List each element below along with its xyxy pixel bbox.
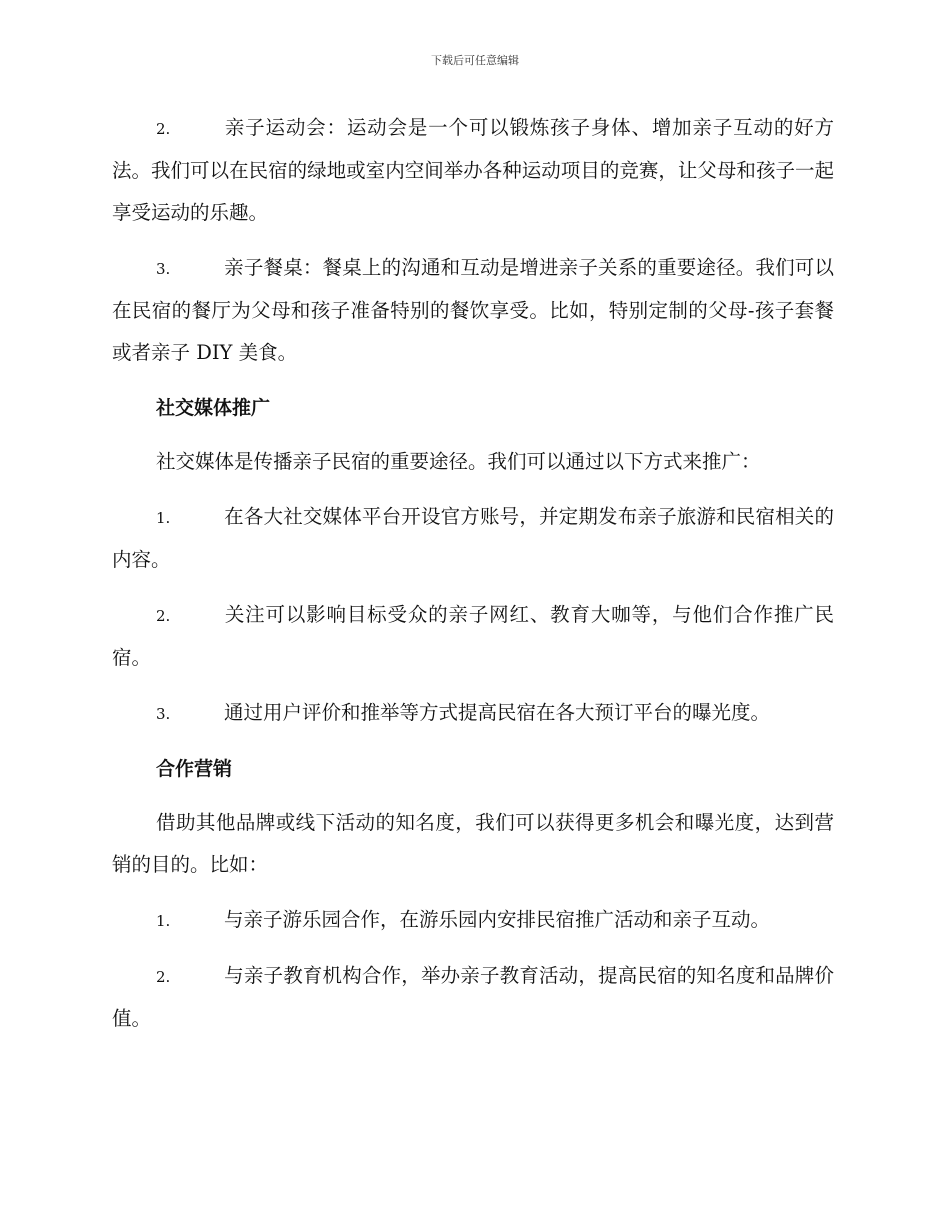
page-header: 下载后可任意编辑 — [431, 54, 519, 67]
list-item-text: 亲子运动会：运动会是一个可以锻炼孩子身体、增加亲子互动的好方法。我们可以在民宿的绿地或室内空间举办各种运动项目的竞赛，让父母和孩子一起享受运动的乐趣。 — [112, 116, 834, 224]
list-item-text: 与亲子教育机构合作，举办亲子教育活动，提高民宿的知名度和品牌价值。 — [112, 964, 834, 1030]
list-number: 2. — [156, 968, 171, 986]
list-number: 1. — [156, 509, 171, 527]
list-item — [112, 107, 834, 234]
list-item-text: 在各大社交媒体平台开设官方账号，并定期发布亲子旅游和民宿相关的内容。 — [112, 505, 834, 571]
list-item — [112, 955, 834, 1040]
list-item-text: 关注可以影响目标受众的亲子网红、教育大咖等，与他们合作推广民宿。 — [112, 603, 834, 669]
list-item-text: 通过用户评价和推举等方式提高民宿在各大预订平台的曝光度。 — [224, 701, 771, 724]
list-item — [112, 247, 834, 374]
list-number: 2. — [156, 607, 171, 625]
section-heading: 社交媒体推广 — [156, 397, 271, 419]
list-number: 3. — [156, 705, 171, 723]
list-number: 2. — [156, 120, 171, 138]
list-item-text: 与亲子游乐园合作，在游乐园内安排民宿推广活动和亲子互动。 — [224, 908, 771, 931]
list-number: 1. — [156, 912, 171, 930]
list-item-text: 亲子餐桌：餐桌上的沟通和互动是增进亲子关系的重要途径。我们可以在民宿的餐厅为父母和孩子准备特别的餐饮享受。比如，特别定制的父母-孩子套餐或者亲子 DIY 美食。 — [112, 256, 834, 364]
list-item — [112, 496, 834, 581]
list-item — [112, 899, 834, 942]
document-body — [112, 107, 834, 1053]
paragraph: 社交媒体是传播亲子民宿的重要途径。我们可以通过以下方式来推广： — [156, 450, 761, 473]
paragraph: 借助其他品牌或线下活动的知名度，我们可以获得更多机会和曝光度，达到营销的目的。比如： — [112, 811, 834, 876]
section-heading: 合作营销 — [156, 758, 233, 780]
list-item — [112, 692, 834, 735]
list-item — [112, 594, 834, 679]
list-number: 3. — [156, 260, 171, 278]
